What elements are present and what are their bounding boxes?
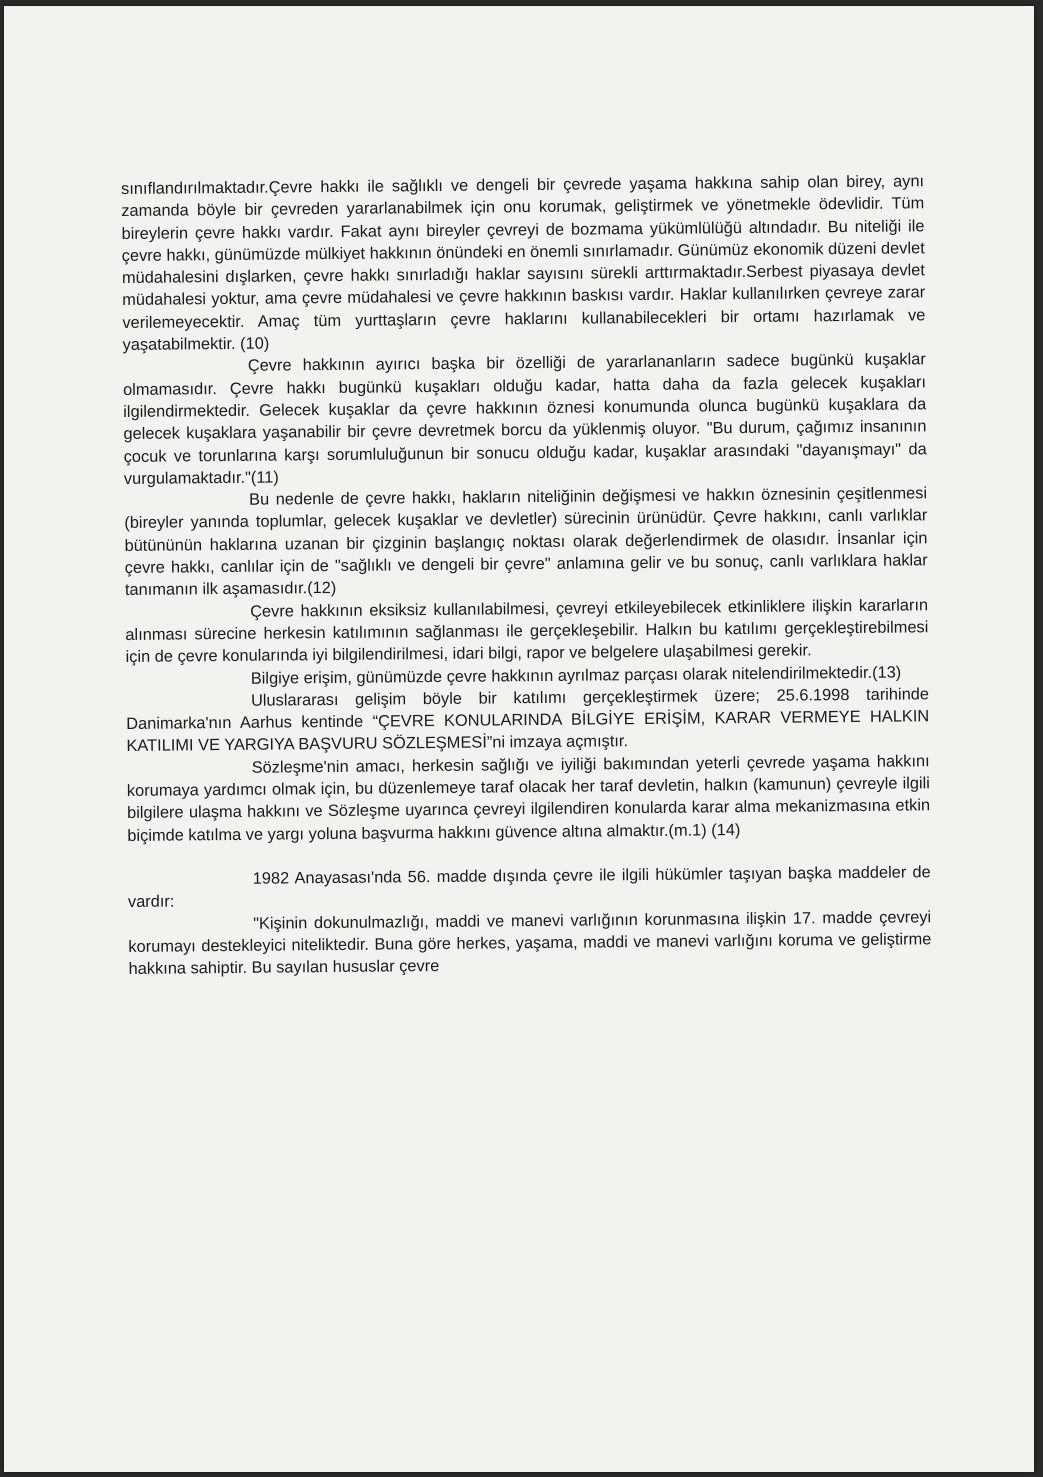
paragraph-5: Bilgiye erişim, günümüzde çevre hakkının ayrılmaz parçası olarak nitelendirilmektedir.(13) [250,663,902,688]
paragraph-8: 1982 Anayasası'nda 56. madde dışında çevre ile ilgili hükümler taşıyan başka maddeler de vardır: [127,863,931,912]
paragraph-1: sınıflandırılmaktadır.Çevre hakkı ile sağlıklı ve dengeli bir çevrede yaşama hakkına sahip olan birey, aynı zamanda böyle bir çevreden yararlanabilmek için onu korumak, geliştirmek ve yönetmekle ödevlidir. Tüm bireylerin çevre hakkı vardır. Fakat aynı bireyler çevreyi de bozmama yükümlülüğü altındadır. Bu niteliği ile çevre hakkı, günümüzde mülkiyet hakkının önündeki en önemli sınırlamadır. Günümüz ekonomik düzeni devlet müdahalesini dışlarken, çevre hakkı sınırladığı haklar sayısını sürekli arttırmaktadır.Serbest piyasaya devlet müdahalesi yoktur, ama çevre müdahalesi ve çevre hakkının baskısı vardır. Haklar kullanılırken çevreye zarar verilemeyecektir. Amaç tüm yurttaşların çevre haklarını kullanabilecekleri bir ortamı hazırlamak ve yaşatabilmektir. (10) [121,172,926,355]
document-page [4,6,1034,1472]
paragraph-3: Bu nedenle de çevre hakkı, hakların niteliğinin değişmesi ve hakkın öznesinin çeşitlenmesi (bireyler yanında toplumlar, gelecek kuşaklar ve devletler) sürecinin ürünüdür. Çevre hakkını, canlı varlıklar bütününün haklarına uzanan bir çizginin başlangıç noktası olarak değerlendirmek de olasıdır. İnsanlar için çevre hakkı, canlılar için de "sağlıklı ve dengeli bir çevre" anlamına gelir ve bu sonuç, canlı varlıklara haklar tanımanın ilk aşamasıdır.(12) [124,484,928,600]
document-body [121,170,932,980]
paragraph-6: Uluslararası gelişim böyle bir katılımı gerçekleştirmek üzere; 25.6.1998 tarihinde Danimarka'nın Aarhus kentinde “ÇEVRE KONULARINDA BİLGİYE ERİŞİM, KARAR VERMEYE HALKIN KATILIMI VE YARGIYA BAŞVURU SÖZLEŞMESİ”ni imzaya açmıştır. [126,685,930,756]
paragraph-4: Çevre hakkının eksiksiz kullanılabilmesi, çevreyi etkileyebilecek etkinliklere ilişkin kararların alınması sürecine herkesin katılımının sağlanması ile gerçekleşebilir. Halkın bu katılımı gerçekleştirebilmesi için de çevre konularında iyi bilgilendirilmesi, idari bilgi, rapor ve belgelere ulaşabilmesi gerekir. [125,595,929,667]
paragraph-9: "Kişinin dokunulmazlığı, maddi ve manevi varlığının korunmasına ilişkin 17. madde çevreyi korumayı destekleyici niteliktedir. Buna göre herkes, yaşama, maddi ve manevi varlığını koruma ve geliştirme hakkına sahiptir. Bu sayılan hususlar çevre [128,907,932,979]
paragraph-2: Çevre hakkının ayırıcı başka bir özelliği de yararlananların sadece bugünkü kuşaklar olmamasıdır. Çevre hakkı bugünkü kuşakları olduğu kadar, hatta daha da fazla gelecek kuşakları ilgilendirmektedir. Gelecek kuşaklar da çevre hakkının öznesi konumunda olunca bugünkü kuşaklara da gelecek kuşaklara yaşanabilir bir çevre devretmek borcu da yüklenmiş oluyor. "Bu durum, çağımız insanının çocuk ve torunlarına karşı sorumluluğunun bir sonucu olduğu kadar, kuşaklar arasındaki "dayanışmayı" da vurgulamaktadır."(11) [122,350,927,488]
paragraph-7: Sözleşme'nin amacı, herkesin sağlığı ve iyiliği bakımından yeterli çevrede yaşama hakkını korumaya yardımcı olmak için, bu düzenlemeye taraf olacak her taraf devletin, halkın (kamunun) çevreyle ilgili bilgilere ulaşma hakkını ve Sözleşme uyarınca çevreyi ilgilendiren konularda karar alma mekanizmasına etkin biçimde katılma ve yargı yoluna başvurma hakkını güvence altına almaktır.(m.1) (14) [126,751,931,845]
